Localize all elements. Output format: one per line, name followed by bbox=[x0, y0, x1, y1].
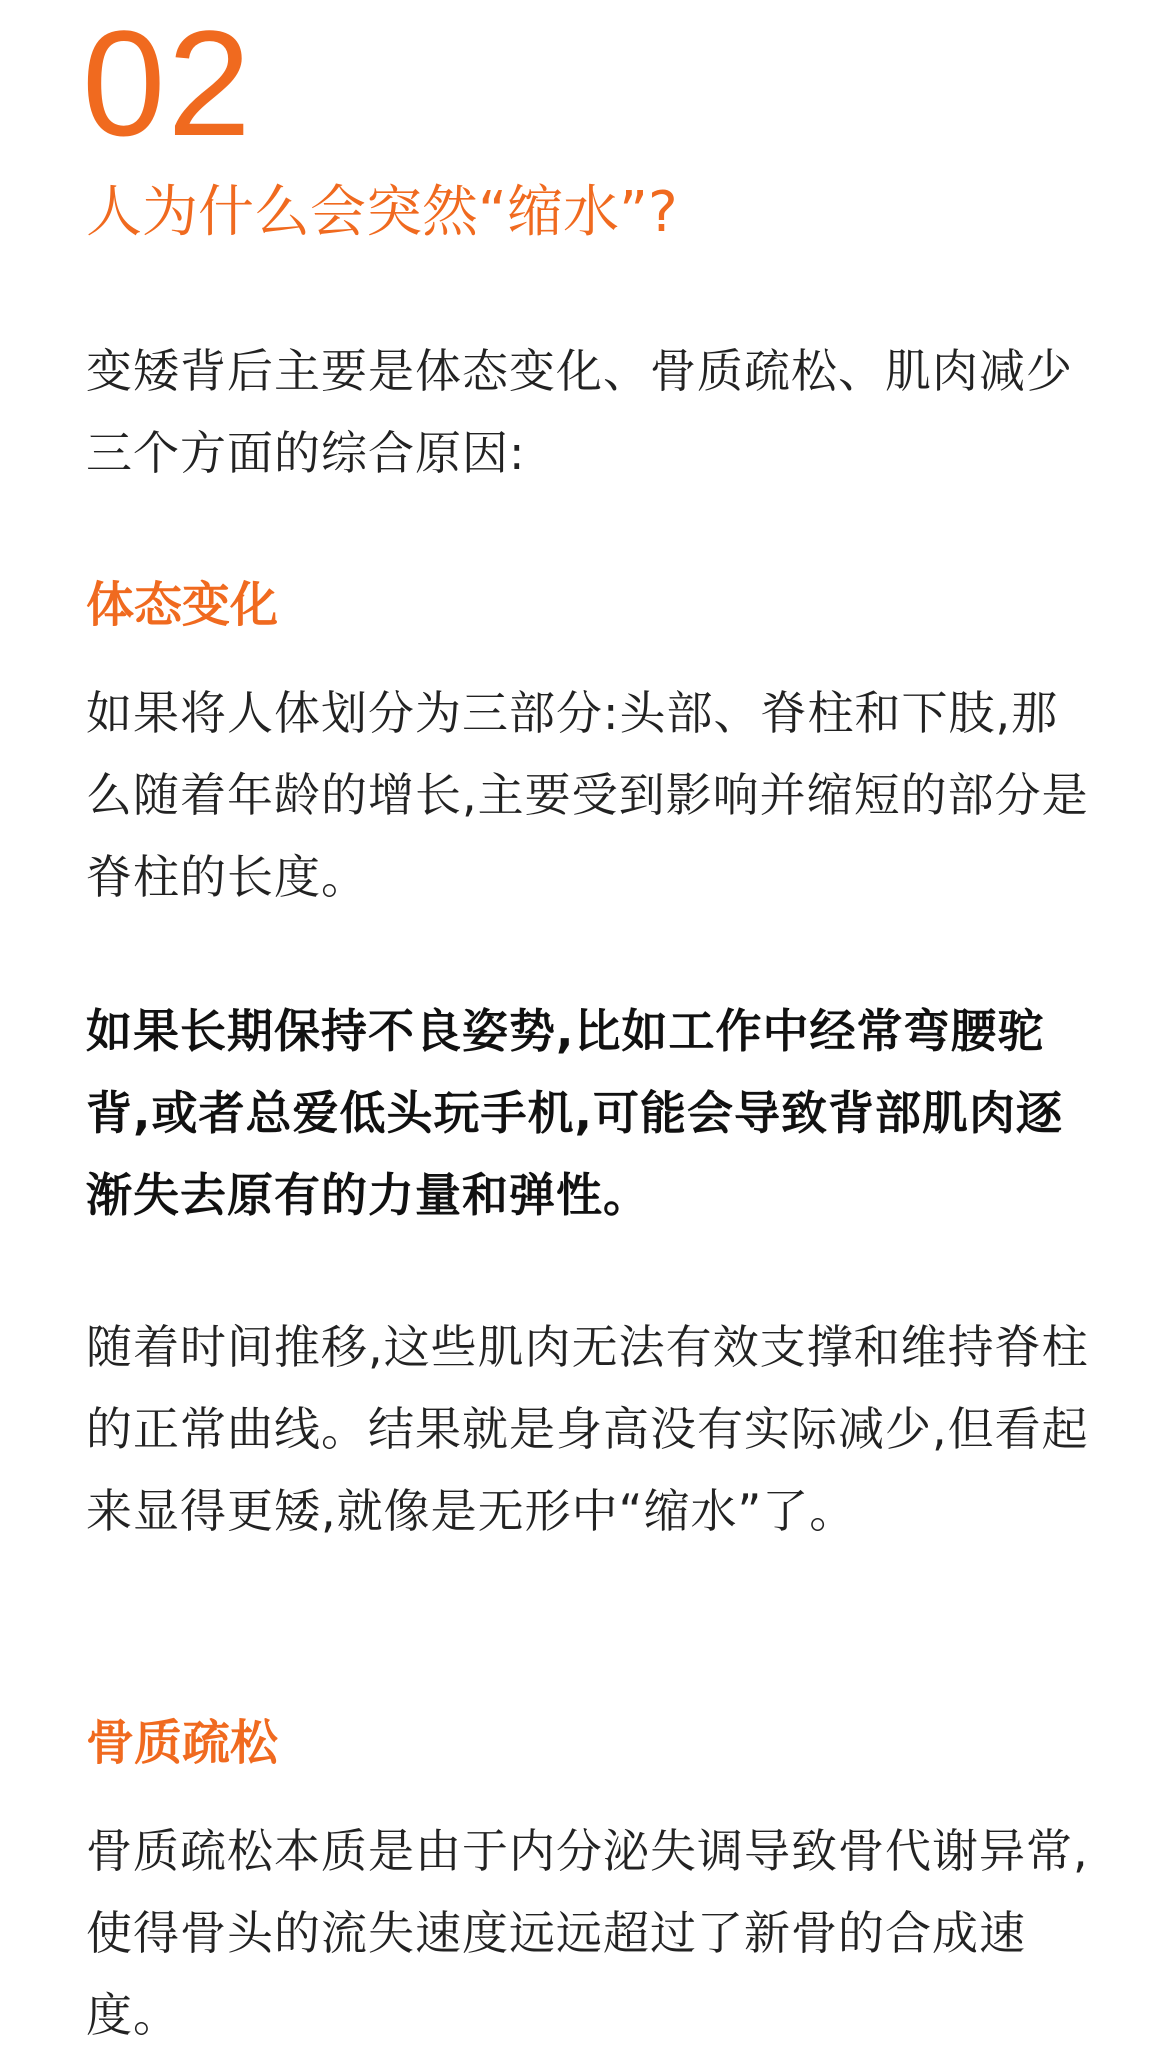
section-number: 02 bbox=[82, 0, 253, 167]
posture-paragraph-1: 如果将人体划分为三部分:头部、脊柱和下肢,那么随着年龄的增长,主要受到影响并缩短的部分是脊柱的长度。 bbox=[86, 686, 1089, 904]
posture-paragraph-2-bold: 如果长期保持不良姿势,比如工作中经常弯腰驼背,或者总爱低头玩手机,可能会导致背部肌肉逐渐失去原有的力量和弹性。 bbox=[86, 1004, 1063, 1222]
posture-paragraph-3: 随着时间推移,这些肌肉无法有效支撑和维持脊柱的正常曲线。结果就是身高没有实际减少,但看起来显得更矮,就像是无形中“缩水”了。 bbox=[86, 1320, 1089, 1538]
posture-heading: 体态变化 bbox=[86, 577, 279, 633]
section-title: 人为什么会突然“缩水”? bbox=[86, 180, 678, 245]
osteoporosis-paragraph-1: 骨质疏松本质是由于内分泌失调导致骨代谢异常,使得骨头的流失速度远远超过了新骨的合成速度。 bbox=[86, 1824, 1089, 2042]
intro-paragraph: 变矮背后主要是体态变化、骨质疏松、肌肉减少三个方面的综合原因: bbox=[86, 344, 1073, 480]
osteoporosis-heading: 骨质疏松 bbox=[86, 1715, 279, 1771]
